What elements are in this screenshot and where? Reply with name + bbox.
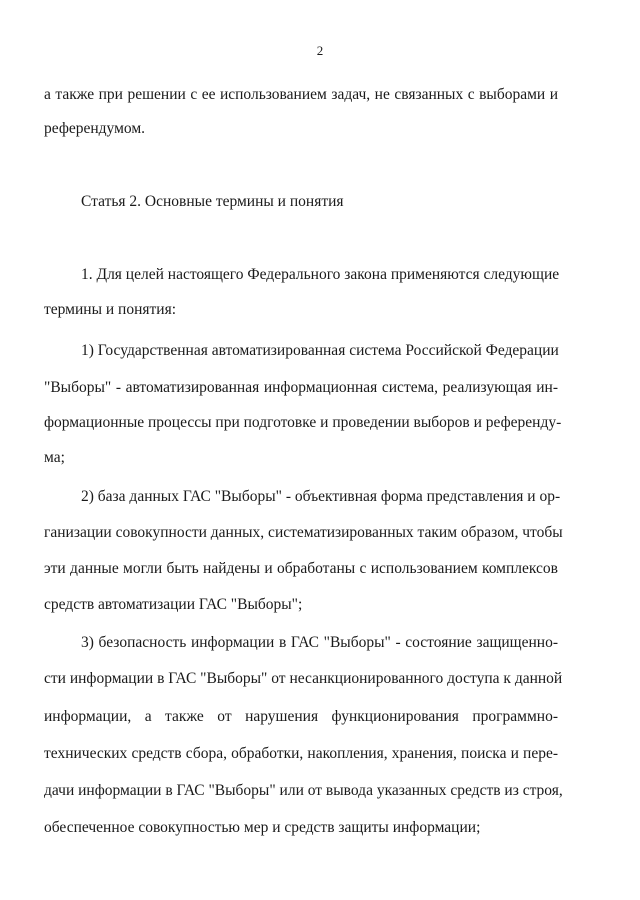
definition-1-line: 1) Государственная автоматизированная система Российской Федерации bbox=[81, 342, 559, 359]
definition-2-line: средств автоматизации ГАС "Выборы"; bbox=[44, 596, 303, 613]
definition-3-line: 3) безопасность информации в ГАС "Выборы" - состояние защищенно- bbox=[81, 634, 558, 651]
text-line-continuation: а также при решении с ее использованием задач, не связанных с выборами и bbox=[44, 86, 558, 103]
definition-3-line: информации, а также от нарушения функционирования программно- bbox=[44, 708, 558, 725]
definition-1-line: формационные процессы при подготовке и проведении выборов и референду- bbox=[44, 414, 562, 431]
text-line-continuation-end: референдумом. bbox=[44, 120, 146, 137]
definition-3-line: дачи информации в ГАС "Выборы" или от вывода указанных средств из строя, bbox=[44, 782, 563, 799]
definition-3-line: сти информации в ГАС "Выборы" от несанкционированного доступа к данной bbox=[44, 670, 563, 687]
definition-1-line: "Выборы" - автоматизированная информационная система, реализующая ин- bbox=[44, 379, 558, 396]
definition-2-line: ганизации совокупности данных, систематизированных таким образом, чтобы bbox=[44, 524, 563, 541]
definition-2-line: 2) база данных ГАС "Выборы" - объективная форма представления и ор- bbox=[81, 488, 561, 505]
definition-1-line: ма; bbox=[44, 449, 65, 466]
definition-2-line: эти данные могли быть найдены и обработаны с использованием комплексов bbox=[44, 560, 558, 577]
paragraph-1-line: 1. Для целей настоящего Федерального закона применяются следующие bbox=[81, 266, 560, 283]
page-number: 2 bbox=[316, 43, 324, 58]
definition-3-line: обеспеченное совокупностью мер и средств защиты информации; bbox=[44, 819, 481, 836]
paragraph-1-line: термины и понятия: bbox=[44, 301, 176, 318]
article-heading: Статья 2. Основные термины и понятия bbox=[81, 193, 344, 210]
definition-3-line: технических средств сбора, обработки, накопления, хранения, поиска и пере- bbox=[44, 745, 558, 762]
